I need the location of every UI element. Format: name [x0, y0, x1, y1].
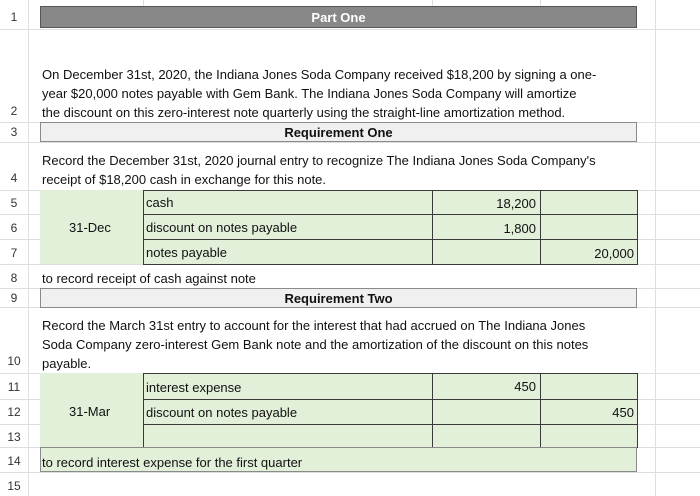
account-name: discount on notes payable: [146, 220, 298, 235]
account-cell[interactable]: [143, 190, 433, 215]
account-name: discount on notes payable: [146, 405, 298, 420]
debit-cell[interactable]: [432, 399, 541, 425]
requirement-two-header[interactable]: Requirement Two: [40, 288, 637, 308]
memo-text[interactable]: to record receipt of cash against note: [42, 271, 256, 286]
credit-cell[interactable]: [540, 424, 638, 448]
credit-cell[interactable]: [540, 373, 638, 400]
debit-cell[interactable]: [432, 424, 541, 448]
row-gridline: [0, 29, 700, 30]
row-number[interactable]: 8: [10, 271, 18, 285]
requirement-one-header[interactable]: Requirement One: [40, 122, 637, 142]
entry-date[interactable]: 31-Dec: [69, 220, 111, 235]
row-number[interactable]: 5: [10, 196, 18, 210]
row-number[interactable]: 9: [10, 291, 18, 305]
intro-line: year $20,000 notes payable with Gem Bank. The Indiana Jones Soda Company will amortize: [42, 86, 577, 101]
row-number[interactable]: 2: [10, 104, 18, 118]
row-number[interactable]: 10: [7, 354, 21, 368]
debit-amount: 18,200: [496, 196, 536, 211]
column-gridline: [655, 0, 656, 496]
requirement-line: Record the December 31st, 2020 journal entry to recognize The Indiana Jones Soda Company's: [42, 153, 596, 168]
requirement-line: Record the March 31st entry to account for the interest that had accrued on The Indiana Jones: [42, 318, 586, 333]
account-name: cash: [146, 195, 174, 210]
intro-text[interactable]: [42, 65, 596, 122]
row-header-divider: [28, 0, 29, 496]
row-number[interactable]: 4: [10, 171, 18, 185]
credit-cell[interactable]: [540, 214, 638, 240]
credit-cell[interactable]: [540, 190, 638, 215]
credit-amount: 450: [612, 405, 634, 420]
row-number[interactable]: 12: [7, 405, 21, 419]
debit-cell[interactable]: [432, 239, 541, 265]
entry-date[interactable]: 31-Mar: [69, 404, 111, 419]
memo-text[interactable]: to record interest expense for the first quarter: [42, 455, 303, 470]
debit-amount: 1,800: [503, 221, 536, 236]
requirement-one-text[interactable]: [42, 151, 596, 189]
row-number[interactable]: 15: [7, 479, 21, 493]
intro-line: the discount on this zero-interest note quarterly using the straight-line amortization method.: [42, 105, 566, 120]
row-number[interactable]: 13: [7, 430, 21, 444]
row-number[interactable]: 1: [10, 10, 18, 24]
requirement-line: payable.: [42, 356, 92, 371]
intro-line: On December 31st, 2020, the Indiana Jones Soda Company received $18,200 by signing a one-: [42, 67, 597, 82]
requirement-line: Soda Company zero-interest Gem Bank note and the amortization of the discount on this notes: [42, 337, 589, 352]
row-number[interactable]: 7: [10, 246, 18, 260]
row-gridline: [0, 142, 700, 143]
row-number[interactable]: 14: [7, 454, 21, 468]
account-cell[interactable]: [143, 424, 433, 448]
credit-amount: 20,000: [594, 246, 634, 261]
requirement-line: receipt of $18,200 cash in exchange for this note.: [42, 172, 327, 187]
account-name: notes payable: [146, 245, 227, 260]
row-number[interactable]: 11: [7, 380, 21, 394]
requirement-two-text[interactable]: [42, 316, 588, 373]
part-one-banner[interactable]: Part One: [40, 6, 637, 28]
row-number[interactable]: 6: [10, 221, 18, 235]
row-number[interactable]: 3: [10, 125, 18, 139]
account-name: interest expense: [146, 380, 242, 395]
row-gridline: [0, 472, 700, 473]
debit-amount: 450: [514, 379, 536, 394]
